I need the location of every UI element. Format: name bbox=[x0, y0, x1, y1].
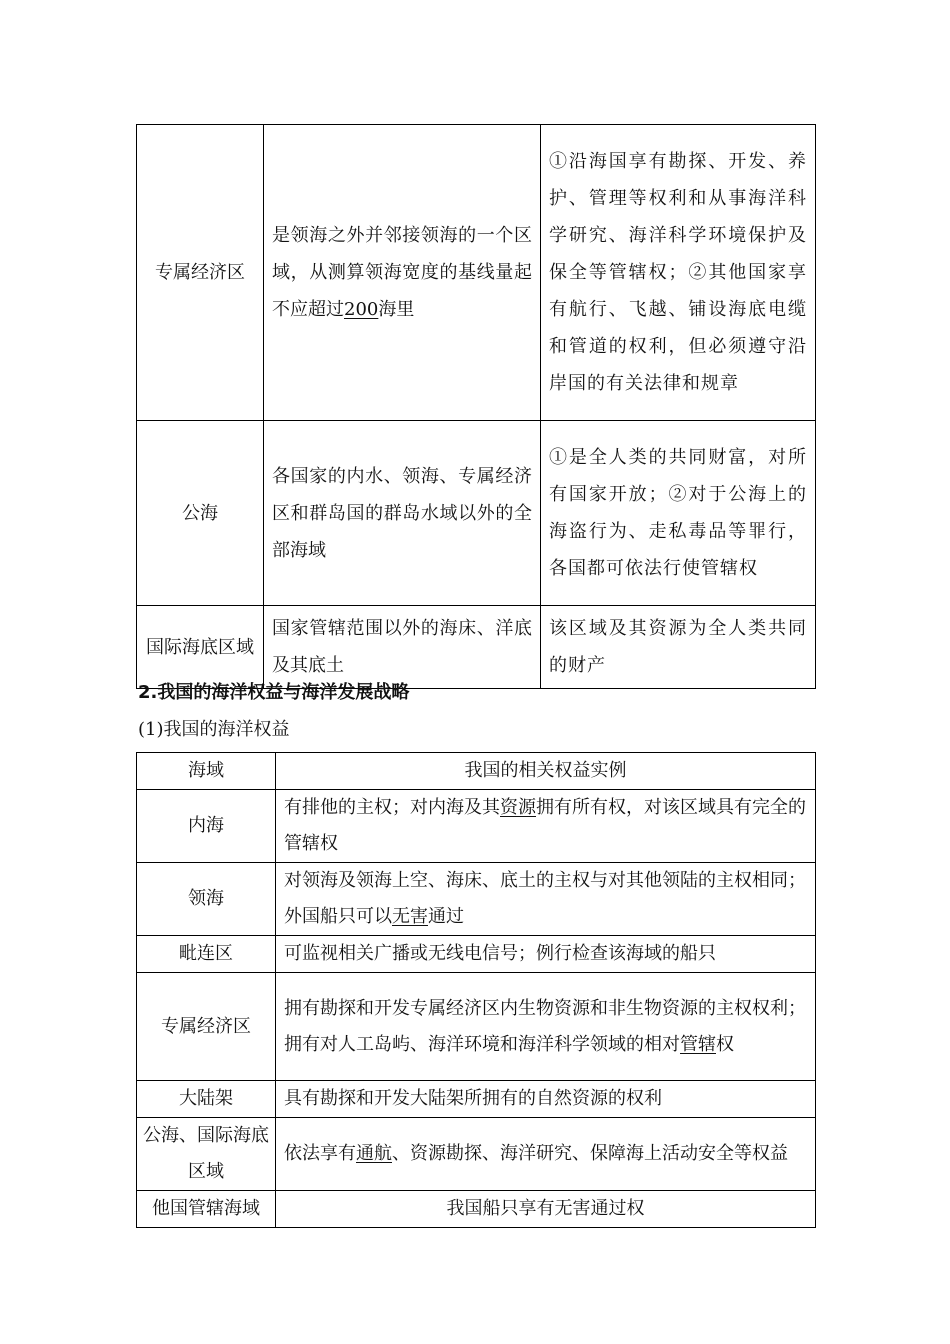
maritime-zones-table bbox=[136, 124, 816, 689]
rights-cell: 依法享有通航、资源勘探、海洋研究、保障海上活动安全等权益 bbox=[276, 1118, 816, 1191]
zone-definition-cell: 各国家的内水、领海、专属经济区和群岛国的群岛水域以外的全部海域 bbox=[264, 421, 541, 606]
area-cell: 他国管辖海域 bbox=[137, 1191, 276, 1228]
table-row bbox=[137, 790, 816, 863]
zone-rights-cell: ①是全人类的共同财富，对所有国家开放；②对于公海上的海盗行为、走私毒品等罪行，各国都可依法行使管辖权 bbox=[541, 421, 816, 606]
zone-name-cell: 专属经济区 bbox=[137, 125, 264, 421]
table-row bbox=[137, 125, 816, 421]
rights-cell: 可监视相关广播或无线电信号；例行检查该海域的船只 bbox=[276, 936, 816, 973]
zone-rights-cell: 该区域及其资源为全人类共同的财产 bbox=[541, 606, 816, 689]
section-heading: 2.我国的海洋权益与海洋发展战略 bbox=[138, 682, 410, 703]
area-cell: 大陆架 bbox=[137, 1081, 276, 1118]
table-row bbox=[137, 1118, 816, 1191]
zone-name-cell: 国际海底区域 bbox=[137, 606, 264, 689]
underlined-answer: 管辖 bbox=[680, 1033, 716, 1055]
rights-cell: 拥有勘探和开发专属经济区内生物资源和非生物资源的主权权利；拥有对人工岛屿、海洋环境和海洋科学领域的相对管辖权 bbox=[276, 973, 816, 1081]
zone-rights-cell: ①沿海国享有勘探、开发、养护、管理等权利和从事海洋科学研究、海洋科学环境保护及保全等管辖权；②其他国家享有航行、飞越、铺设海底电缆和管道的权利，但必须遵守沿岸国的有关法律和规章 bbox=[541, 125, 816, 421]
underlined-answer: 200 bbox=[344, 299, 379, 320]
table-header-row bbox=[137, 753, 816, 790]
rights-cell: 我国船只享有无害通过权 bbox=[276, 1191, 816, 1228]
subsection-heading: (1)我国的海洋权益 bbox=[138, 719, 290, 740]
underlined-answer: 无害 bbox=[392, 906, 428, 927]
rights-cell: 有排他的主权；对内海及其资源拥有所有权，对该区域具有完全的管辖权 bbox=[276, 790, 816, 863]
column-header-area: 海域 bbox=[137, 753, 276, 790]
area-cell: 毗连区 bbox=[137, 936, 276, 973]
rights-cell: 具有勘探和开发大陆架所拥有的自然资源的权利 bbox=[276, 1081, 816, 1118]
table-row bbox=[137, 936, 816, 973]
underlined-answer: 通航 bbox=[356, 1143, 392, 1164]
table-row bbox=[137, 863, 816, 936]
area-cell: 内海 bbox=[137, 790, 276, 863]
area-cell: 专属经济区 bbox=[137, 973, 276, 1081]
table-row bbox=[137, 973, 816, 1081]
rights-cell: 对领海及领海上空、海床、底土的主权与对其他领陆的主权相同；外国船只可以无害通过 bbox=[276, 863, 816, 936]
zone-name-cell: 公海 bbox=[137, 421, 264, 606]
table-row bbox=[137, 1081, 816, 1118]
area-cell: 公海、国际海底区域 bbox=[137, 1118, 276, 1191]
area-cell: 领海 bbox=[137, 863, 276, 936]
china-maritime-rights-table bbox=[136, 752, 816, 1228]
zone-definition-cell: 是领海之外并邻接领海的一个区域，从测算领海宽度的基线量起不应超过200海里 bbox=[264, 125, 541, 421]
zone-definition-cell: 国家管辖范围以外的海床、洋底及其底土 bbox=[264, 606, 541, 689]
column-header-rights: 我国的相关权益实例 bbox=[276, 753, 816, 790]
underlined-answer: 资源 bbox=[500, 797, 536, 818]
table-row bbox=[137, 1191, 816, 1228]
table-row bbox=[137, 421, 816, 606]
